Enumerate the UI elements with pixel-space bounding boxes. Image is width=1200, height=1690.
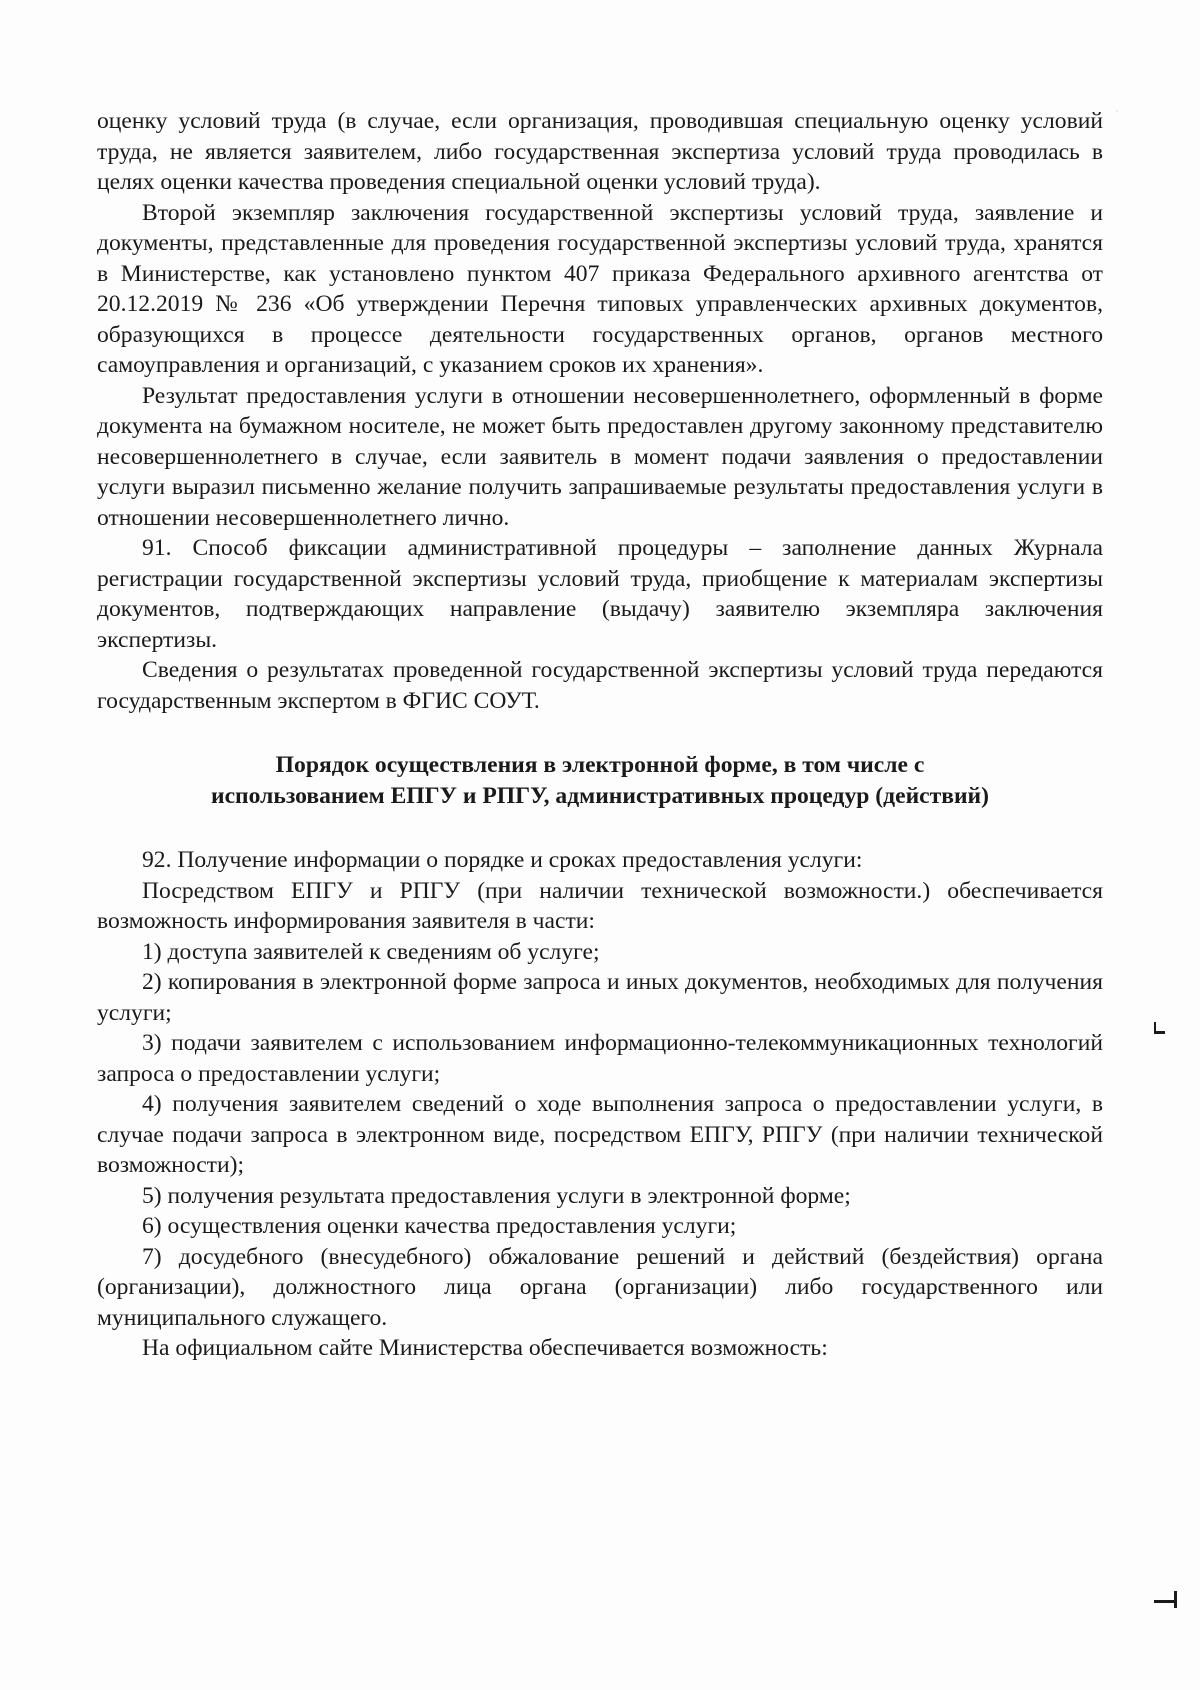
- list-item-7: 7) досудебного (внесудебного) обжалование решений и действий (бездействия) органа (организации), должностного лица органа (организации) либо государственного или муниципального служащего.: [97, 1243, 1103, 1331]
- paragraph-minor-result: Результат предоставления услуги в отношении несовершеннолетнего, оформленный в форме документа на бумажном носителе, не может быть предоставлен другому законному представителю несовершеннолетнего в случае, если заявитель в момент подачи заявления о предоставлении услуги выразил письменно желание получить запрашиваемые результаты предоставления услуги в отношении несовершеннолетнего лично.: [97, 382, 1103, 531]
- list-item-6: 6) осуществления оценки качества предоставления услуги;: [142, 1213, 737, 1239]
- document-body: [97, 106, 1103, 1364]
- paragraph-91: 91. Способ фиксации административной процедуры – заполнение данных Журнала регистрации государственной экспертизы условий труда, приобщение к материалам экспертизы документов, подтверждающих направление (выдачу) заявителю экземпляра заключения экспертизы.: [97, 535, 1103, 653]
- list-item-5: 5) получения результата предоставления услуги в электронной форме;: [142, 1182, 851, 1209]
- paragraph-epgu-info: Посредством ЕПГУ и РПГУ (при наличии технической возможности.) обеспечивается возможность информирования заявителя в части:: [97, 877, 1103, 934]
- list-item-3: 3) подачи заявителем с использованием информационно-телекоммуникационных технологий запроса о предоставлении услуги;: [97, 1030, 1103, 1087]
- paragraph-ministry-site: На официальном сайте Министерства обеспечивается возможность:: [142, 1335, 828, 1361]
- paragraph-92: 92. Получение информации о порядке и сроках предоставления услуги:: [142, 847, 863, 873]
- list-item-1: 1) доступа заявителей к сведениям об услуге;: [142, 938, 600, 965]
- margin-mark-upper-stem: [1154, 1022, 1156, 1034]
- paragraph-second-copy: Второй экземпляр заключения государственной экспертизы условий труда, заявление и документы, представленные для проведения государственной экспертизы условий труда, хранятся в Министерстве, как установлено пунктом 407 приказа Федерального архивного агентства от 20.12.2019 № 236 «Об утверждении Перечня типовых управленческих архивных документов, образующихся в процессе деятельности государственных органов, органов местного самоуправления и организаций, с указанием сроков их хранения».: [97, 199, 1103, 378]
- scan-speck: [1116, 110, 1118, 112]
- section-heading-line-2: использованием ЕПГУ и РПГУ, административных процедур (действий): [210, 782, 990, 809]
- list-item-2: 2) копирования в электронной форме запроса и иных документов, необходимых для получения услуги;: [97, 969, 1103, 1026]
- section-heading: [97, 750, 1103, 811]
- section-heading-line-1: Порядок осуществления в электронной форме, в том числе с: [275, 752, 925, 778]
- margin-mark-lower-stem: [1174, 1591, 1177, 1608]
- list-item-4: 4) получения заявителем сведений о ходе выполнения запроса о предоставлении услуги, в случае подачи запроса в электронном виде, посредством ЕПГУ, РПГУ (при наличии технической возможности);: [97, 1091, 1103, 1178]
- paragraph-fgis: Сведения о результатах проведенной государственной экспертизы условий труда передаются государственным экспертом в ФГИС СОУТ.: [97, 657, 1103, 714]
- margin-mark-lower: [1154, 1600, 1176, 1603]
- paragraph-continuation: оценку условий труда (в случае, если организация, проводившая специальную оценку условий труда, не является заявителем, либо государственная экспертиза условий труда проводилась в целях оценки качества проведения специальной оценки условий труда).: [97, 108, 1103, 195]
